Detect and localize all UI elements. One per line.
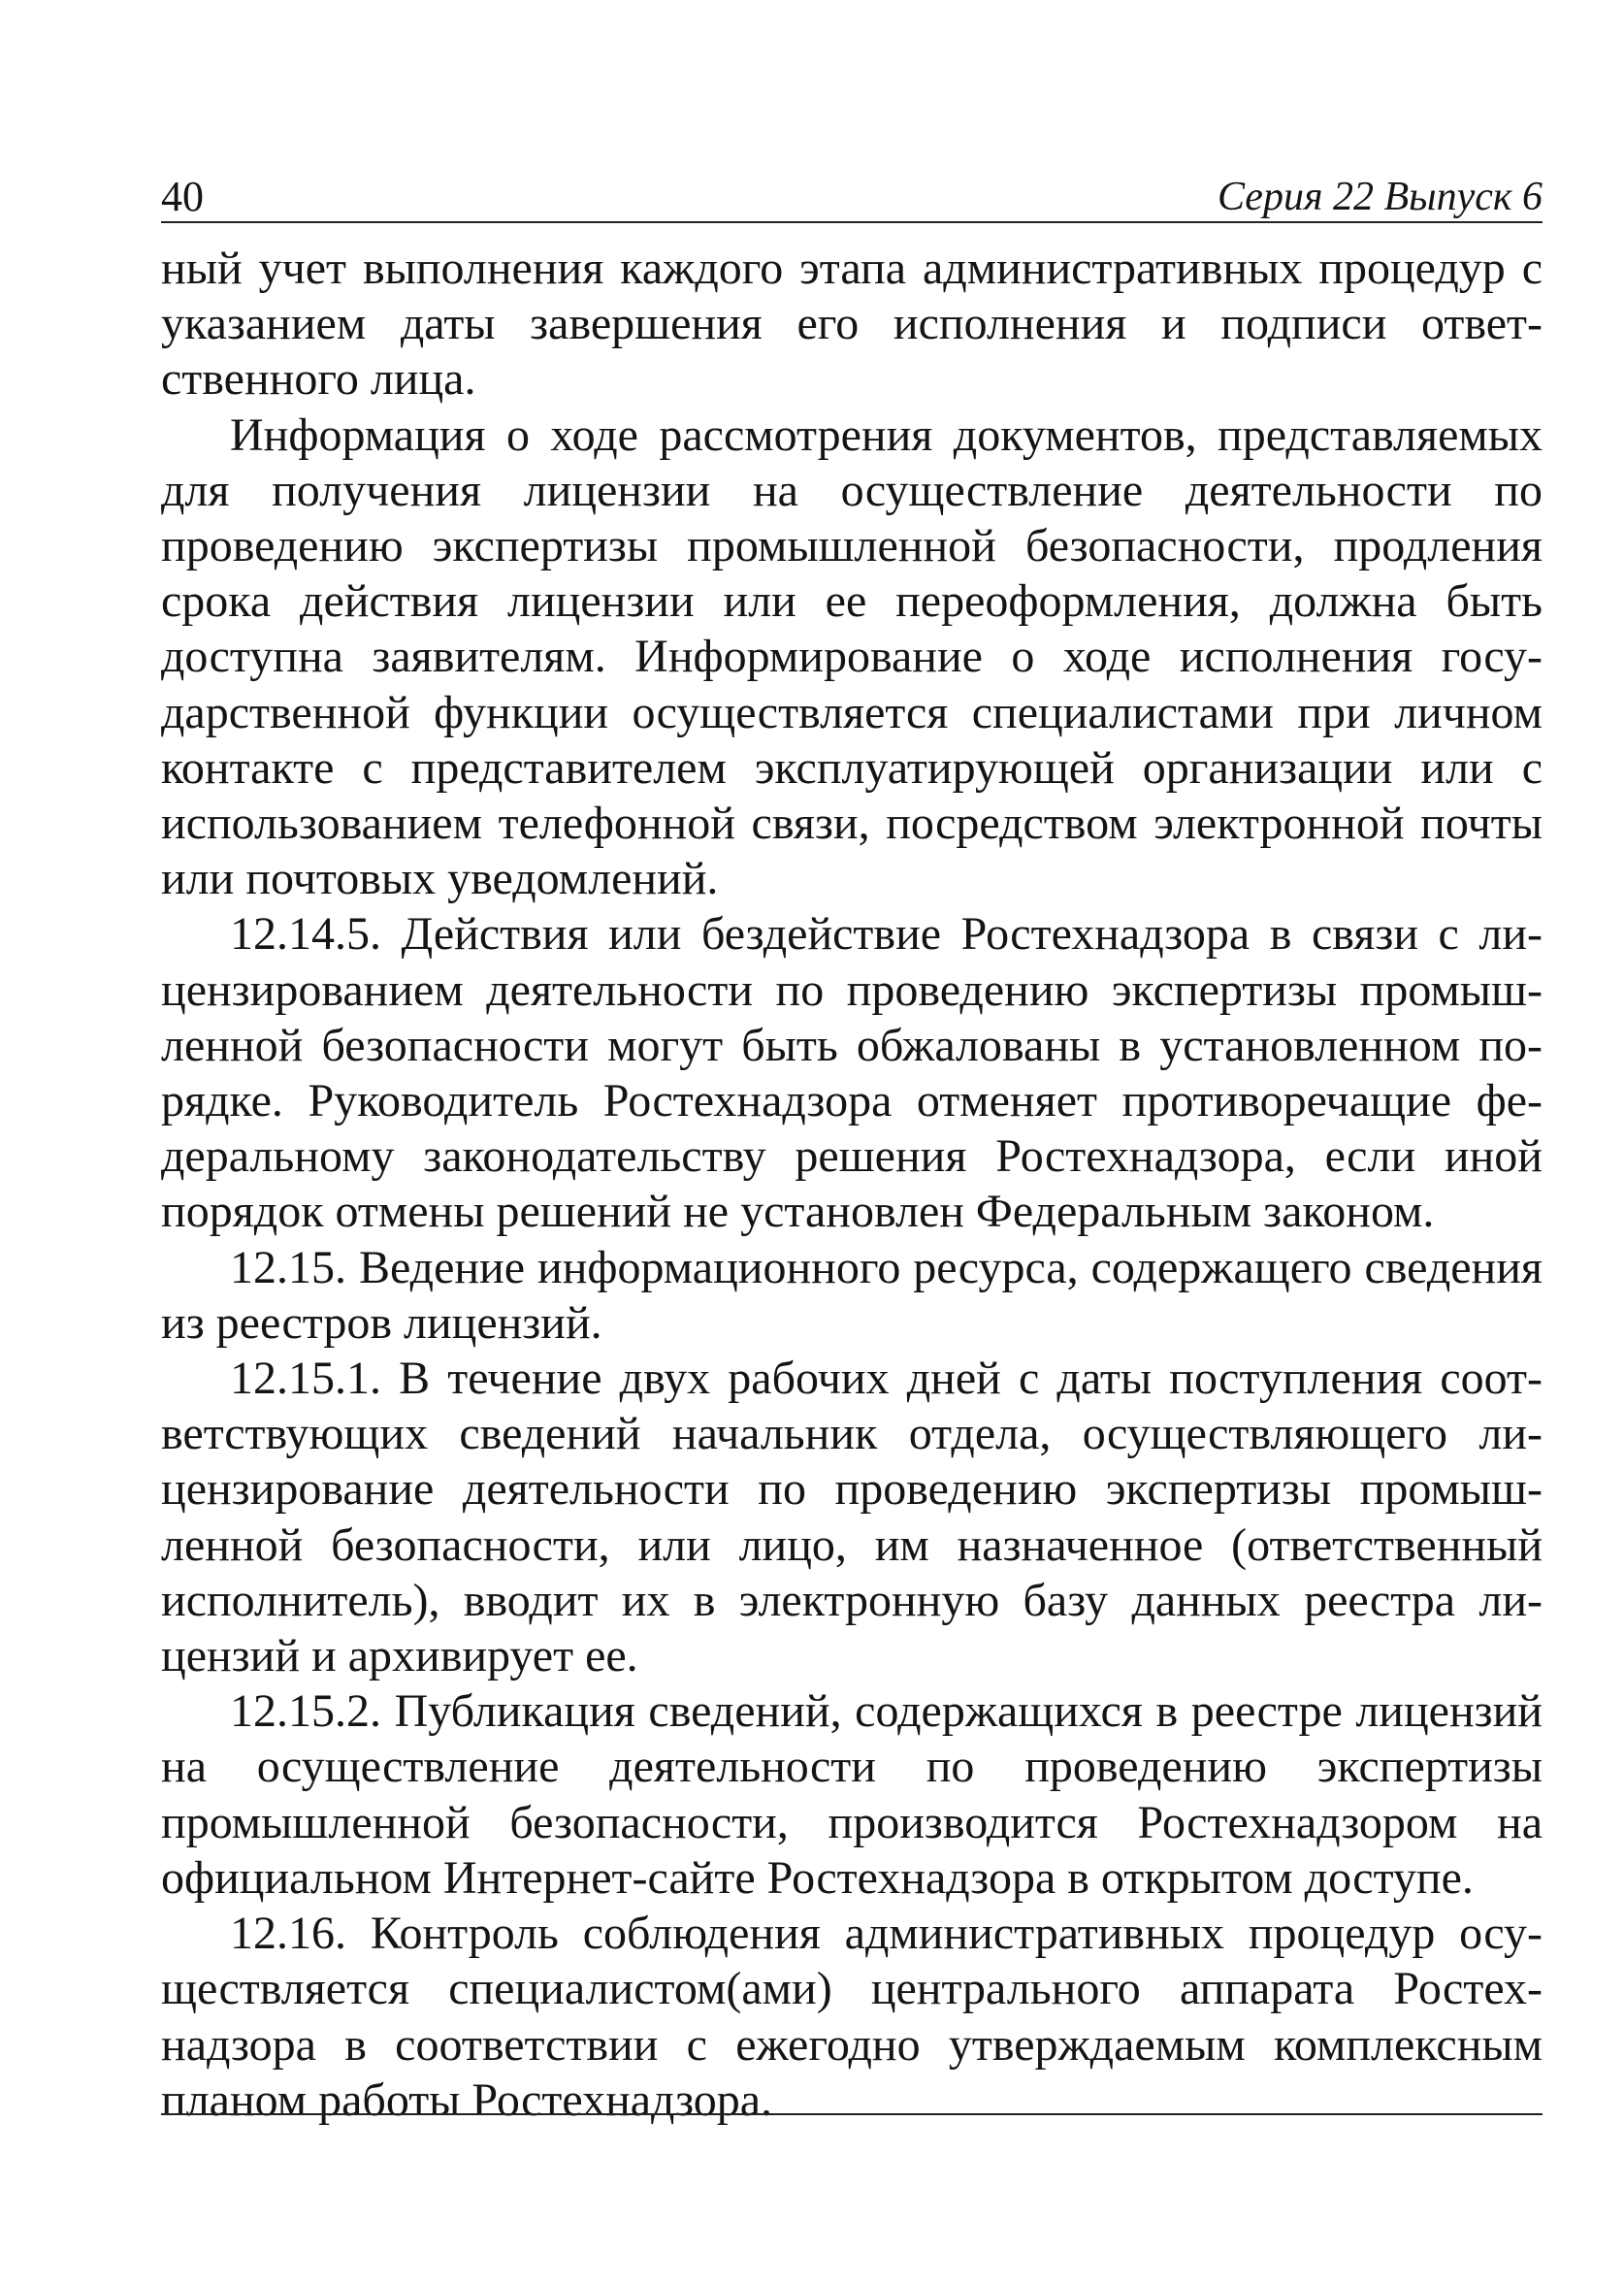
- header-rule: [161, 221, 1543, 223]
- paragraph-12-15-1: 12.15.1. В течение двух рабочих дней с даты поступления соответствующих сведений начальник отдела, осуществляющего лицензирование деятельности по проведению экспертизы промышленной безопасности, или лицо, им назначенное (ответственный исполнитель), вводит их в электронную базу данных реестра лицензий и архивирует ее.: [161, 1353, 1543, 1682]
- paragraph-information: Информация о ходе рассмотрения документов, представляемых для получения лицензии на осуществление деятельности по проведению экспертизы промышленной безопасности, продления срока действия лицензии или ее переоформления, должна быть доступна заявителям. Информирование о ходе исполнения государственной функции осуществляется специалистами при личном контакте с представителем эксплуатирующей организации или с использованием телефонной связи, посредством электронной почты или почтовых уведомлений.: [161, 408, 1543, 905]
- paragraph-continuation: ный учет выполнения каждого этапа административных процедур с указанием даты завершения его исполнения и подписи ответственного лица.: [161, 243, 1543, 406]
- footer-rule: [161, 2113, 1543, 2115]
- page-header: [161, 173, 1543, 221]
- paragraph-12-16: 12.16. Контроль соблюдения административных процедур осуществляется специалистом(ами) центрального аппарата Ростехнадзора в соответствии с ежегодно утверждаемым комплексным планом работы Ростехнадзора.: [161, 1908, 1543, 2126]
- paragraph-12-15-2: 12.15.2. Публикация сведений, содержащихся в реестре лицензий на осуществление деятельности по проведению экспертизы промышленной безопасности, производится Ростехнадзором на официальном Интернет-сайте Ростехнадзора в открытом доступе.: [161, 1685, 1543, 1904]
- body-text: [161, 241, 1543, 2128]
- page-number: 40: [161, 173, 204, 220]
- paragraph-12-15: 12.15. Ведение информационного ресурса, содержащего сведения из реестров лицензий.: [161, 1241, 1543, 1349]
- running-head: Серия 22 Выпуск 6: [1218, 175, 1543, 219]
- paragraph-12-14-5: 12.14.5. Действия или бездействие Ростехнадзора в связи с лицензированием деятельности по проведению экспертизы промышленной безопасности могут быть обжалованы в установленном порядке. Руководитель Ростехнадзора отменяет противоречащие федеральному законодательству решения Ростехнадзора, если иной порядок отмены решений не установлен Федеральным законом.: [161, 908, 1543, 1238]
